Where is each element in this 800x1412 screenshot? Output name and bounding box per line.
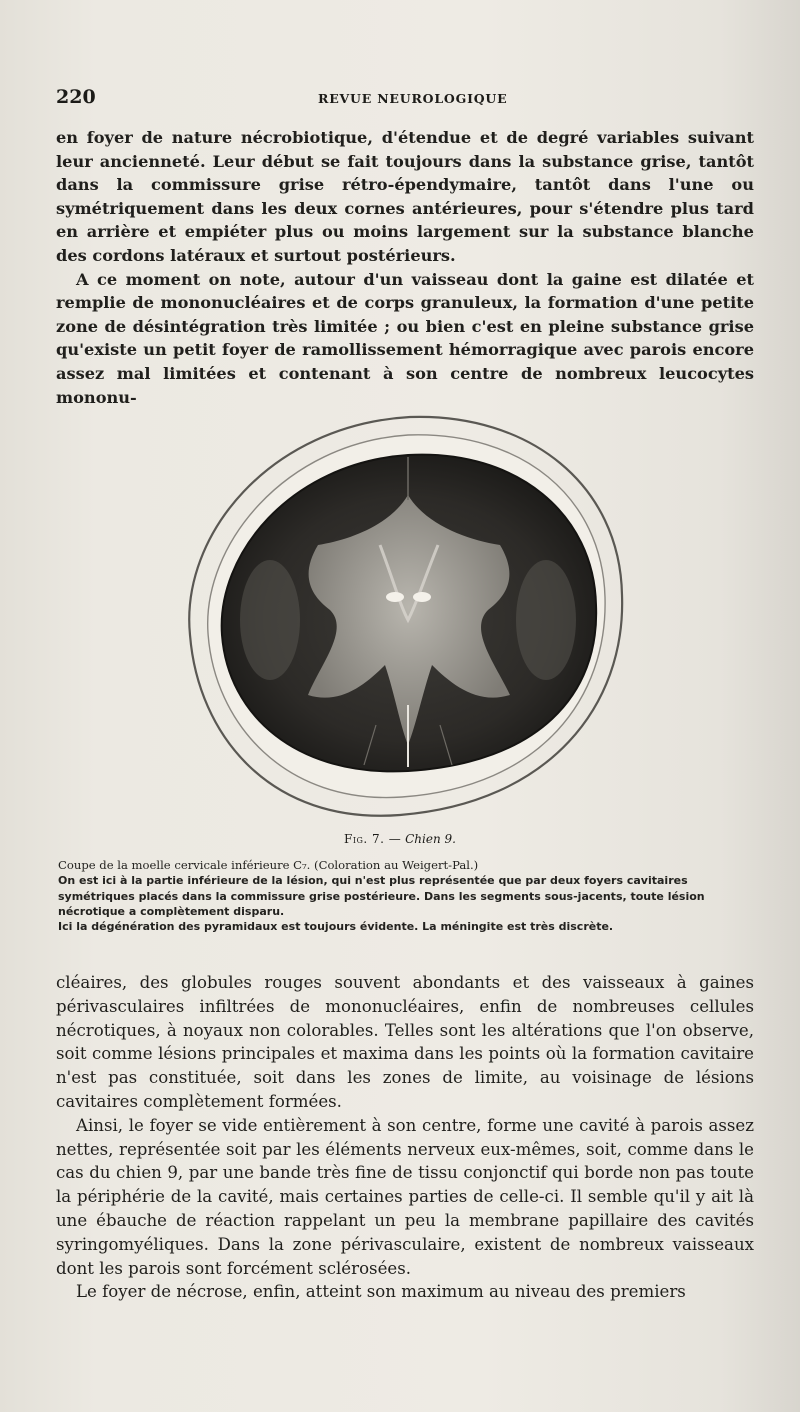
cavity-right (413, 592, 431, 602)
figure-label (0, 832, 800, 846)
paragraph-4: Ainsi, le foyer se vide entièrement à son centre, forme une cavité à parois assez nettes, représentée soit par les éléments nerveux eux-mêmes, soit, comme dans le cas du chien 9, par une bande très fine de tissu conjonctif qui borde non pas toute la périphérie de la cavité, mais certaines parties de celle-ci. Il semble qu'il y ait là une ébauche de réaction rappelant un peu la membrane papillaire des cavités syringomyéliques. Dans la zone périvasculaire, existent de nombreux vaisseaux dont les parois sont forcément sclérosées. (56, 1115, 754, 1278)
running-head (56, 86, 760, 108)
figure-number: Fig. 7. — (344, 832, 402, 846)
figure-specimen: Chien 9. (405, 832, 456, 846)
paragraph-2: A ce moment on note, autour d'un vaisseau dont la gaine est dilatée et remplie de mononucléaires et de corps granuleux, la formation d'une petite zone de désintégration très limitée ; ou bien c'est en pleine substance grise qu'existe un petit foyer de ramollissement hémorragique avec parois encore assez mal limitées et contenant à son centre de nombreux leucocytes mononu- (56, 269, 754, 407)
paragraph-5: Le foyer de nécrose, enfin, atteint son maximum au niveau des premiers (76, 1282, 686, 1302)
paragraph-1: en foyer de nature nécrobiotique, d'étendue et de degré variables suivant leur ancienneté. Leur début se fait toujours dans la substance grise, tantôt dans la commissure grise rétro-épendymaire, tantôt dans l'une ou symétriquement dans les deux cornes antérieures, pour s'étendre plus tard en arrière et empiéter plus ou moins largement sur la substance blanche des cordons latéraux et surtout postérieurs. (56, 128, 754, 265)
journal-title: REVUE NEUROLOGIQUE (318, 91, 508, 106)
paragraph-3: cléaires, des globules rouges souvent abondants et des vaisseaux à gaines périvasculaires infiltrées de mononucléaires, enfin de nombreuses cellules nécrotiques, à noyaux non colorables. Telles sont les altérations que l'on observe, soit comme lésions principales et maxima dans les points où la formation cavitaire n'est pas constituée, soit dans les zones de limite, au voisinage de lésions cavitaires complètement formées. (56, 973, 754, 1111)
page-number: 220 (56, 86, 96, 108)
figure-caption (58, 858, 758, 934)
bottom-text-block (56, 971, 754, 1304)
caption-line-1: Coupe de la moelle cervicale inférieure C₇. (Coloration au Weigert-Pal.) (58, 858, 479, 872)
caption-line-2: On est ici à la partie inférieure de la lésion, qui n'est plus représentée que par deux foyers cavitaires symétriques placés dans la commissure grise postérieure. Dans les segments sous-jacents, toute lésion nécrotique a complètement disparu. (58, 874, 705, 918)
cavity-left (386, 592, 404, 602)
caption-line-3: Ici la dégénération des pyramidaux est toujours évidente. La méningite est très discrète. (58, 920, 614, 934)
figure-spinal-cord-section (150, 405, 640, 835)
top-text-block (56, 126, 754, 409)
